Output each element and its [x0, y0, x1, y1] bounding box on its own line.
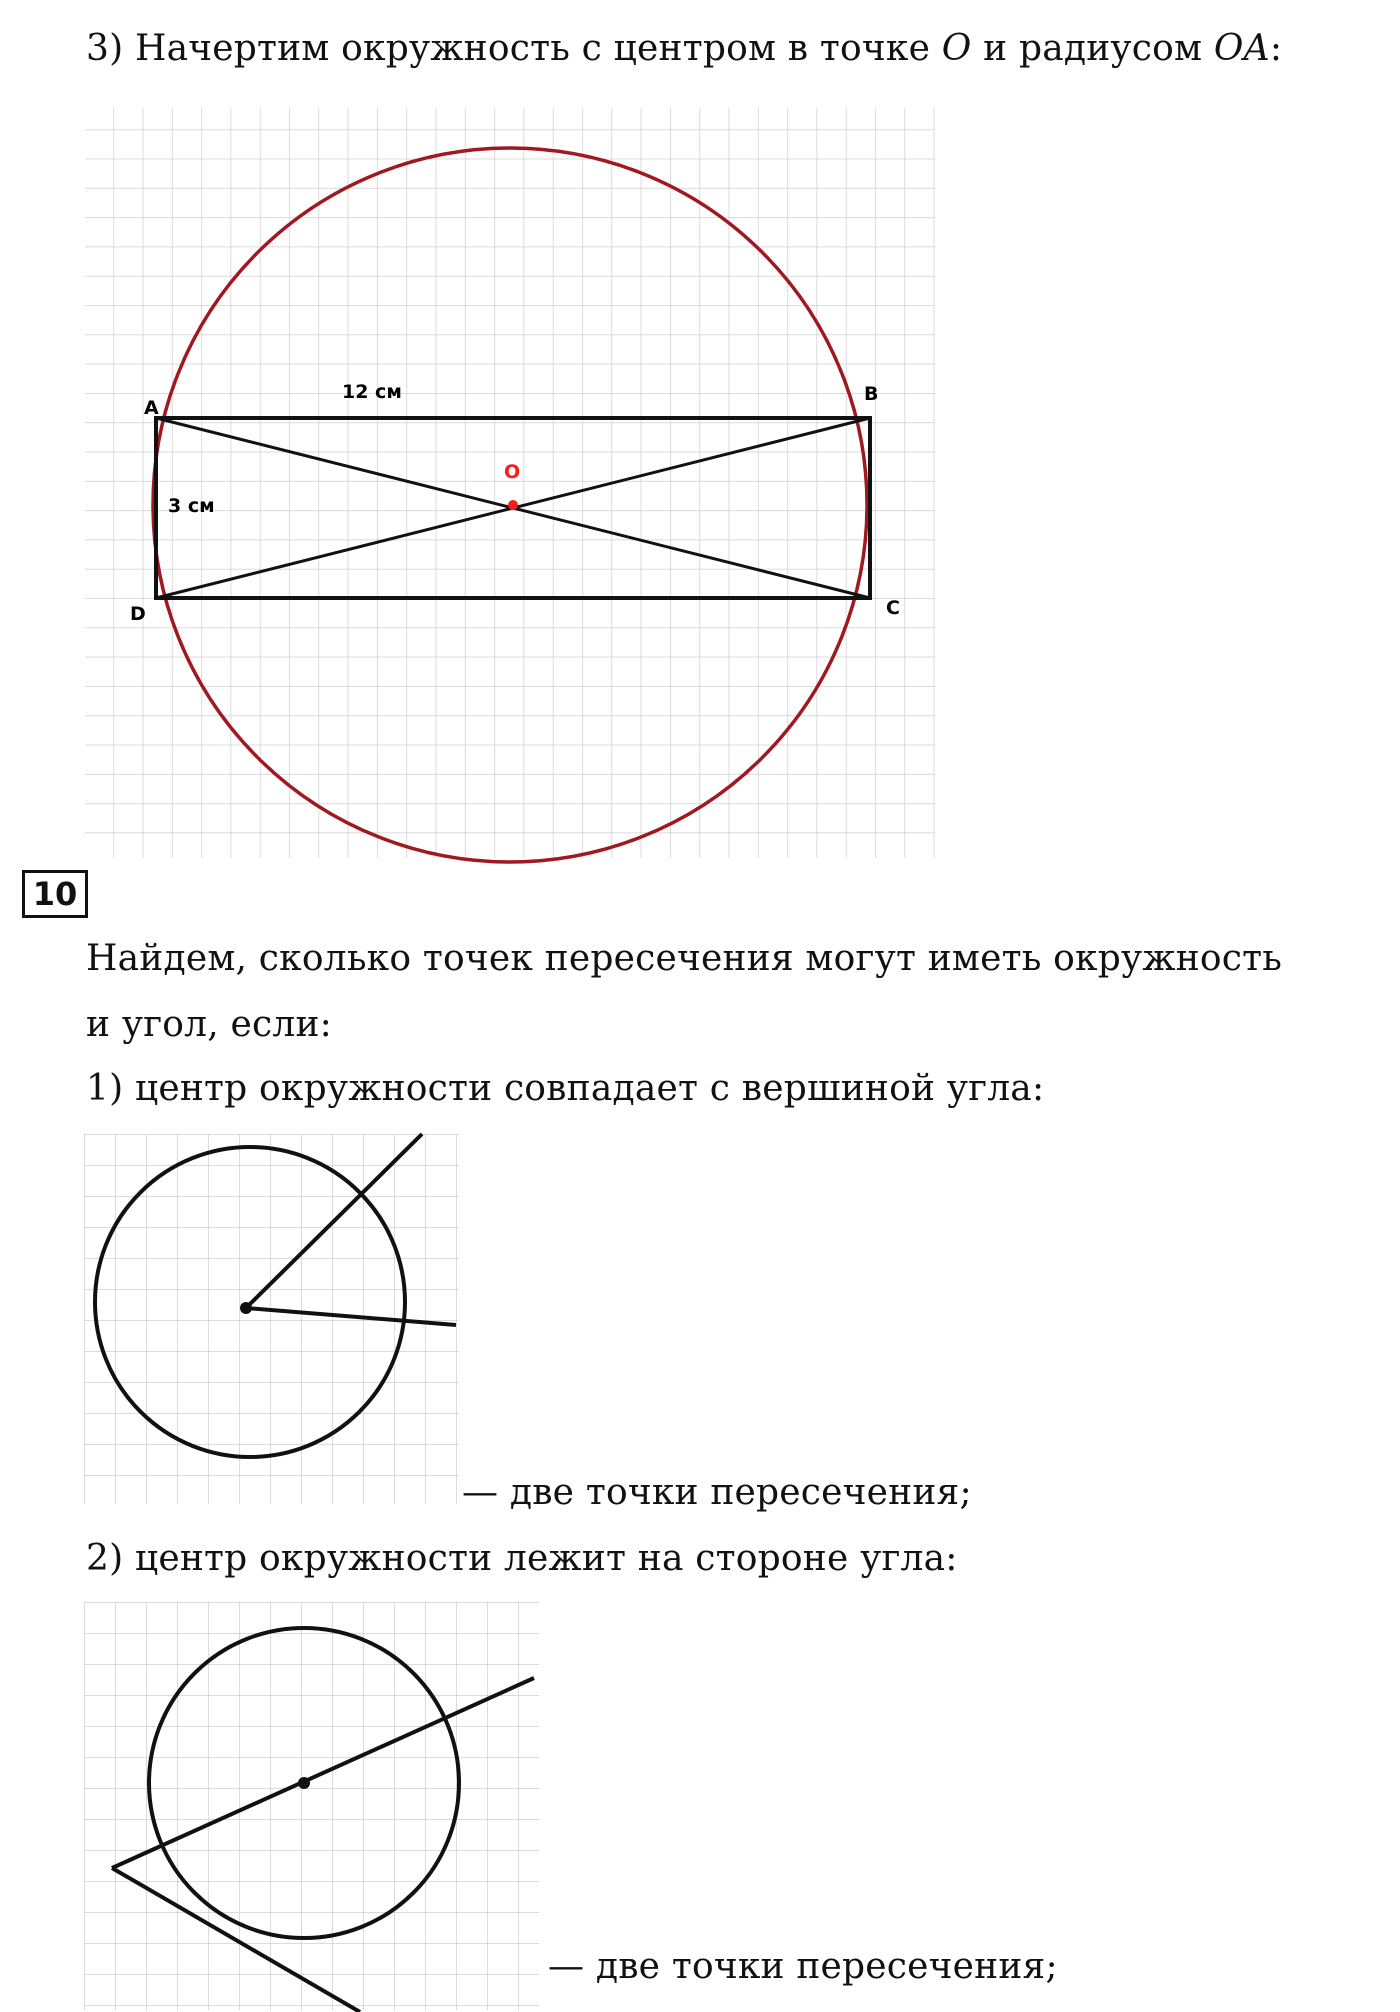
- figure-case1: [82, 1132, 462, 1512]
- label-top-side: 12 см: [342, 381, 402, 403]
- step3-prefix: 3) Начертим окружность с центром в точке: [86, 28, 942, 69]
- case2-result: — две точки пересечения;: [548, 1946, 1058, 1987]
- case1-vertex-point: [240, 1302, 252, 1314]
- task-number: 10: [22, 870, 88, 918]
- label-d: D: [130, 603, 146, 625]
- center-point-o: [508, 500, 518, 510]
- figure-rectangle-circle: [80, 100, 940, 870]
- step3-suffix: :: [1269, 28, 1283, 69]
- label-a: A: [144, 397, 159, 419]
- step3-middle: и радиусом: [971, 28, 1214, 69]
- figure-case2: [82, 1600, 542, 2012]
- step3-text: [86, 28, 1282, 69]
- case1-result: — две точки пересечения;: [462, 1472, 972, 1513]
- center-point-name: O: [941, 28, 972, 69]
- case2-text: 2) центр окружности лежит на стороне угла:: [86, 1538, 958, 1579]
- label-c: C: [886, 597, 900, 619]
- task-intro-line2: и угол, если:: [86, 1004, 332, 1045]
- case2-center-point: [298, 1777, 310, 1789]
- label-o: O: [504, 461, 521, 483]
- case1-text: 1) центр окружности совпадает с вершиной угла:: [86, 1068, 1045, 1109]
- grid-background: [85, 108, 935, 858]
- label-left-side: 3 см: [168, 495, 215, 517]
- task-intro-line1: Найдем, сколько точек пересечения могут иметь окружность: [86, 938, 1283, 979]
- radius-name: OA: [1213, 28, 1270, 69]
- label-b: B: [864, 383, 879, 405]
